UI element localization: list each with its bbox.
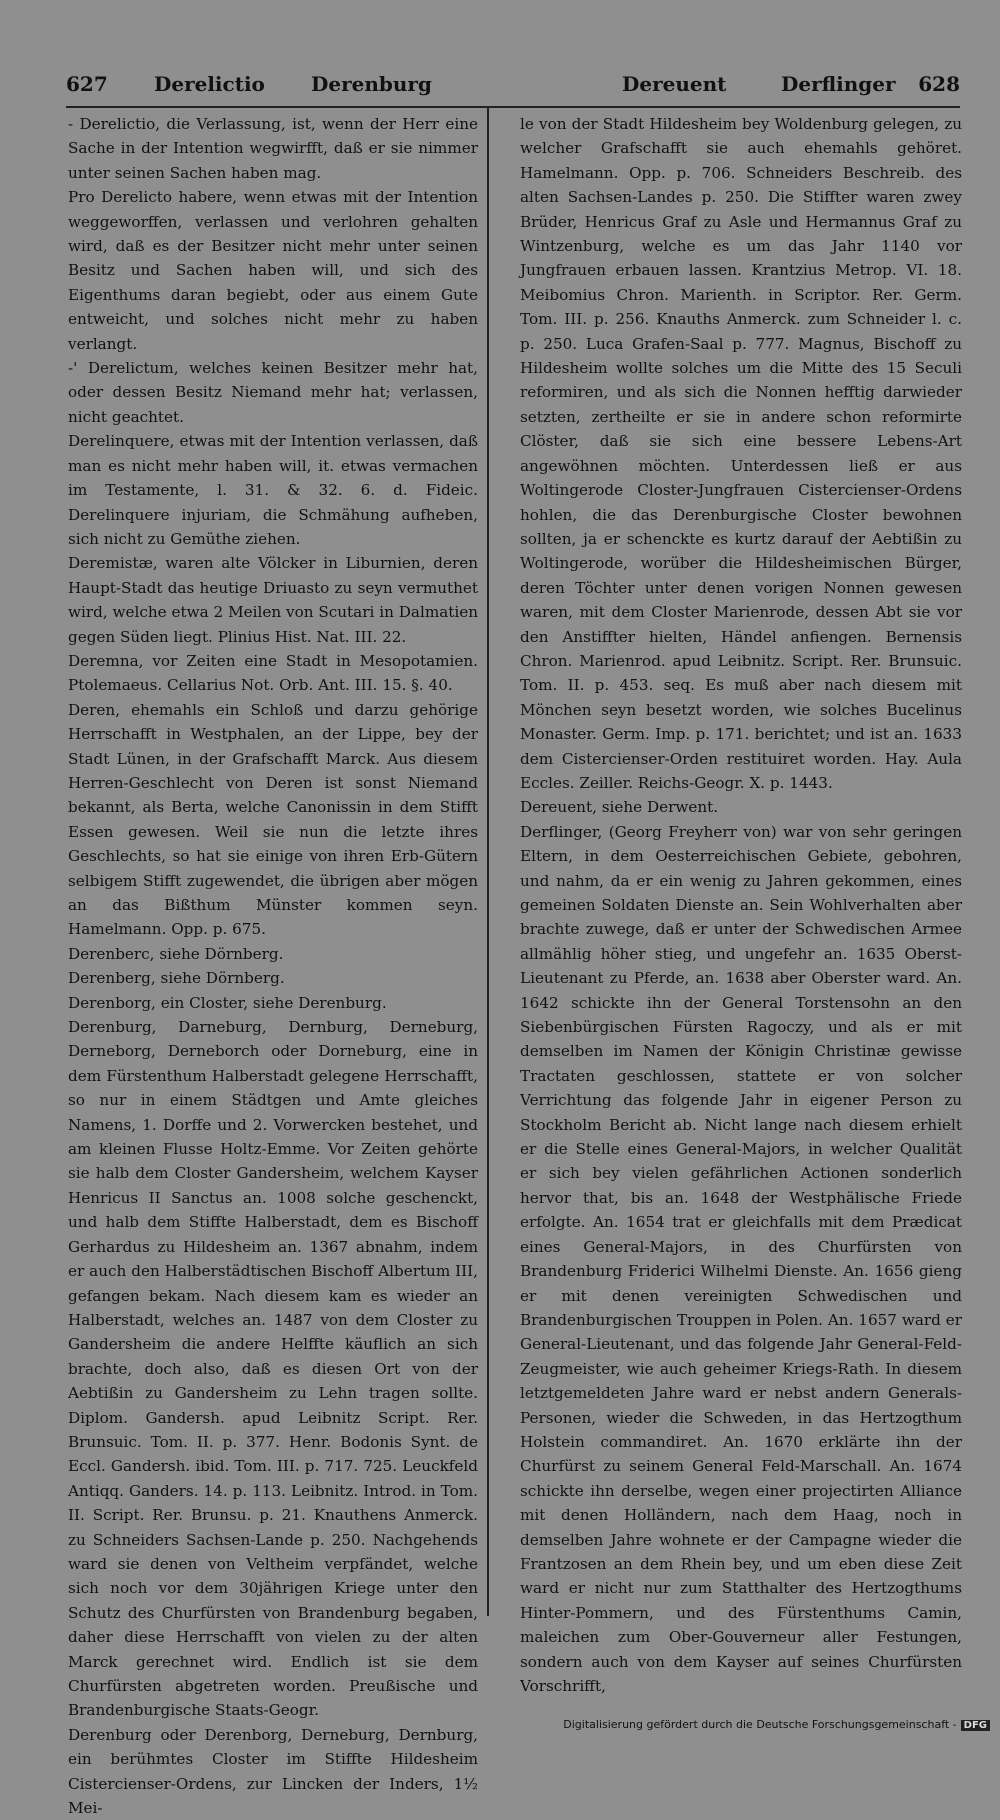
running-head-right-1: Dereuent [622,72,727,96]
entry-paragraph: Derenburg oder Derenborg, Derneburg, Dernburg, ein berühmtes Closter im Stiffte Hildesheim Cistercienser-Ordens, zur Lincken der Inders, 1½ Mei- [68,1725,478,1818]
entry-paragraph: Derflinger, (Georg Freyherr von) war von sehr geringen Eltern, in dem Oesterreichischen Gebiete, gebohren, und nahm, da er ein wenig zu Jahren gekommen, eines gemeinen Soldaten Dienste an. Sein Wohlverhalten aber brachte zuwege, daß er unter der Schwedischen Armee allmählig höher stieg, und ungefehr an. 1635 Oberst-Lieutenant zu Pferde, an. 1638 aber Oberster ward. An. 1642 schickte ihn der General Torstensohn an den Siebenbürgischen Fürsten Ragoczy, und als er mit demselben im Namen der Königin Christinæ gewisse Tractaten geschlossen, stattete er von solcher Verrichtung das folgende Jahr in eigener Person zu Stockholm Bericht ab. Nicht lange nach diesem erhielt er die Stelle eines General-Majors, in welcher Qualität er sich bey vielen gefährlichen Actionen sonderlich hervor that, bis an. 1648 der Westphälische Friede erfolgte. An. 1654 trat er gleichfalls mit dem Prædicat eines General-Majors, in des Churfürsten von Brandenburg Friderici Wilhelmi Dienste. An. 1656 gieng er mit denen vereinigten Schwedischen und Brandenburgischen Trouppen in Polen. An. 1657 ward er General-Lieutenant, und das folgende Jahr General-Feld-Zeugmeister, wie auch geheimer Kriegs-Rath. In diesem letztgemeldeten Jahre ward er nebst andern Generals-Personen, wieder die Schweden, in das Hertzogthum Holstein commandiret. An. 1670 erklärte ihn der Churfürst zu seinem General Feld-Marschall. An. 1674 schickte ihn derselbe, wegen einer projectirten Alliance mit denen Holländern, nach dem Haag, noch in demselben Jahre wohnete er der Campagne wieder die Frantzosen an dem Rhein bey, und um eben diese Zeit ward er nicht nur zum Statthalter des Hertzogthums Hinter-Pommern, und des Fürstenthums Camin, maleichen zum Ober-Gouverneur aller Festungen, sondern auch von dem Kayser auf seines Churfürsten Vorschrifft, [520,822,962,1695]
entry-paragraph: Derenburg, Darneburg, Dernburg, Derneburg, Derneborg, Derneborch oder Dorneburg, eine in dem Fürstenthum Halberstadt gelegene Herrschafft, so nur in einem Städtgen und Amte gleiches Namens, 1. Dorffe und 2. Vorwercken bestehet, und am kleinen Flusse Holtz-Emme. Vor Zeiten gehörte sie halb dem Closter Gandersheim, welchem Kayser Henricus II Sanctus an. 1008 solche geschenckt, und halb dem Stiffte Halberstadt, dem es Bischoff Gerhardus zu Hildesheim an. 1367 abnahm, indem er auch den Halberstädtischen Bischoff Albertum III, gefangen bekam. Nach diesem kam es wieder an Halberstadt, welches an. 1487 von dem Closter zu Gandersheim die andere Helffte käuflich an sich brachte, doch also, daß es diesen Ort von der Aebtißin zu Gandersheim zu Lehn tragen sollte. Diplom. Gandersh. apud Leibnitz Script. Rer. Brunsuic. Tom. II. p. 377. Henr. Bodonis Synt. de Eccl. Gandersh. ibid. Tom. III. p. 717. 725. Leuckfeld Antiqq. Ganders. 14. p. 113. Leibnitz. Introd. in Tom. II. Script. Rer. Brunsu. p. 21. Knauthens Anmerck. zu Schneiders Sachsen-Lande p. 250. Nachgehends ward sie denen von Veltheim verpfändet, welche sich noch vor dem 30jährigen Kriege unter den Schutz des Churfürsten von Brandenburg begaben, daher diese Herrschafft von vielen zu der alten Marck gerechnet wird. Endlich ist sie dem Churfürsten abgetreten worden. Preußische und Brandenburgische Staats-Geogr. [68,1018,478,1720]
left-column [68,112,478,1820]
header-rule [66,106,960,108]
entry-paragraph: -' Derelictum, welches keinen Besitzer mehr hat, oder dessen Besitz Niemand mehr hat; verlassen, nicht geachtet. [68,359,478,426]
entry-paragraph: Pro Derelicto habere, wenn etwas mit der Intention weggeworffen, verlassen und verlohren gehalten wird, daß es der Besitzer nicht mehr unter seinen Besitz und Sachen haben will, und sich des Eigenthums daran begiebt, oder aus einem Gute entweicht, und solches nicht mehr zu haben verlangt. [68,188,478,353]
page-number-right: 628 [918,72,960,96]
entry-paragraph: Derenborg, ein Closter, siehe Derenburg. [68,993,387,1012]
entry-paragraph: Dereuent, siehe Derwent. [520,798,719,817]
entry-paragraph: Derenberg, siehe Dörnberg. [68,969,285,988]
entry-paragraph: le von der Stadt Hildesheim bey Woldenburg gelegen, zu welcher Grafschafft sie auch ehemahls gehöret. Hamelmann. Opp. p. 706. Schneiders Beschreib. des alten Sachsen-Landes p. 250. Die Stiffter waren zwey Brüder, Henricus Graf zu Asle und Hermannus Graf zu Wintzenburg, welche es um das Jahr 1140 vor Jungfrauen erbauen lassen. Krantzius Metrop. VI. 18. Meibomius Chron. Marienth. in Scriptor. Rer. Germ. Tom. III. p. 256. Knauths Anmerck. zum Schneider l. c. p. 250. Luca Grafen-Saal p. 777. Magnus, Bischoff zu Hildesheim wollte solches um die Mitte des 15 Seculi reformiren, und als sich die Nonnen hefftig darwieder setzten, zertheilte er sie in andere schon reformirte Clöster, daß sie sich eine bessere Lebens-Art angewöhnen möchten. Unterdessen ließ er aus Woltingerode Closter-Jungfrauen Cistercienser-Ordens hohlen, die das Derenburgische Closter bewohnen sollten, ja er schenckte es kurtz darauf der Aebtißin zu Woltingerode, worüber die Hildesheimischen Bürger, deren Töchter unter denen vorigen Nonnen gewesen waren, mit dem Closter Marienrode, dessen Abt sie vor den Anstiffter hielten, Händel anfiengen. Bernensis Chron. Marienrod. apud Leibnitz. Script. Rer. Brunsuic. Tom. II. p. 453. seq. Es muß aber nach diesem mit Mönchen seyn besetzt worden, wie solches Bucelinus Monaster. Germ. Imp. p. 171. berichtet; und ist an. 1633 dem Cistercienser-Orden restituiret worden. Hay. Aula Eccles. Zeiller. Reichs-Geogr. X. p. 1443. [520,115,962,792]
entry-paragraph: Derenberc, siehe Dörnberg. [68,944,284,963]
entry-paragraph: Deremna, vor Zeiten eine Stadt in Mesopotamien. Ptolemaeus. Cellarius Not. Orb. Ant. III. 15. §. 40. [68,651,478,695]
entry-paragraph: Deremistæ, waren alte Völcker in Liburnien, deren Haupt-Stadt das heutige Driuasto zu seyn vermuthet wird, welche etwa 2 Meilen von Scutari in Dalmatien gegen Süden liegt. Plinius Hist. Nat. III. 22. [68,554,478,646]
page-header [66,72,960,106]
right-column [520,112,962,1698]
digitization-footer [563,1718,990,1731]
page-number-left: 627 [66,72,108,96]
dfg-logo: DFG [961,1720,990,1731]
entry-paragraph: Deren, ehemahls ein Schloß und darzu gehörige Herrschafft in Westphalen, an der Lippe, bey der Stadt Lünen, in der Grafschafft Marck. Aus diesem Herren-Geschlecht von Deren ist sonst Niemand bekannt, als Berta, welche Canonissin in dem Stifft Essen gewesen. Weil sie nun die letzte ihres Geschlechts, so hat sie einige von ihren Erb-Gütern selbigem Stifft zugewendet, die übrigen aber mögen an das Bißthum Münster kommen seyn. Hamelmann. Opp. p. 675. [68,700,478,939]
column-divider [487,108,489,1616]
footer-text: Digitalisierung gefördert durch die Deutsche Forschungsgemeinschaft - [563,1718,957,1731]
running-head-left-2: Derenburg [311,72,432,96]
running-head-right-2: Derflinger [781,72,896,96]
entry-paragraph: Derelinquere, etwas mit der Intention verlassen, daß man es nicht mehr haben will, it. etwas vermachen im Testamente, l. 31. & 32. 6. d. Fideic. Derelinquere injuriam, die Schmähung aufheben, sich nicht zu Gemüthe ziehen. [68,432,478,548]
entry-paragraph: - Derelictio, die Verlassung, ist, wenn der Herr eine Sache in der Intention wegwirfft, daß er sie nimmer unter seinen Sachen haben mag. [68,115,478,182]
running-head-left-1: Derelictio [154,72,265,96]
